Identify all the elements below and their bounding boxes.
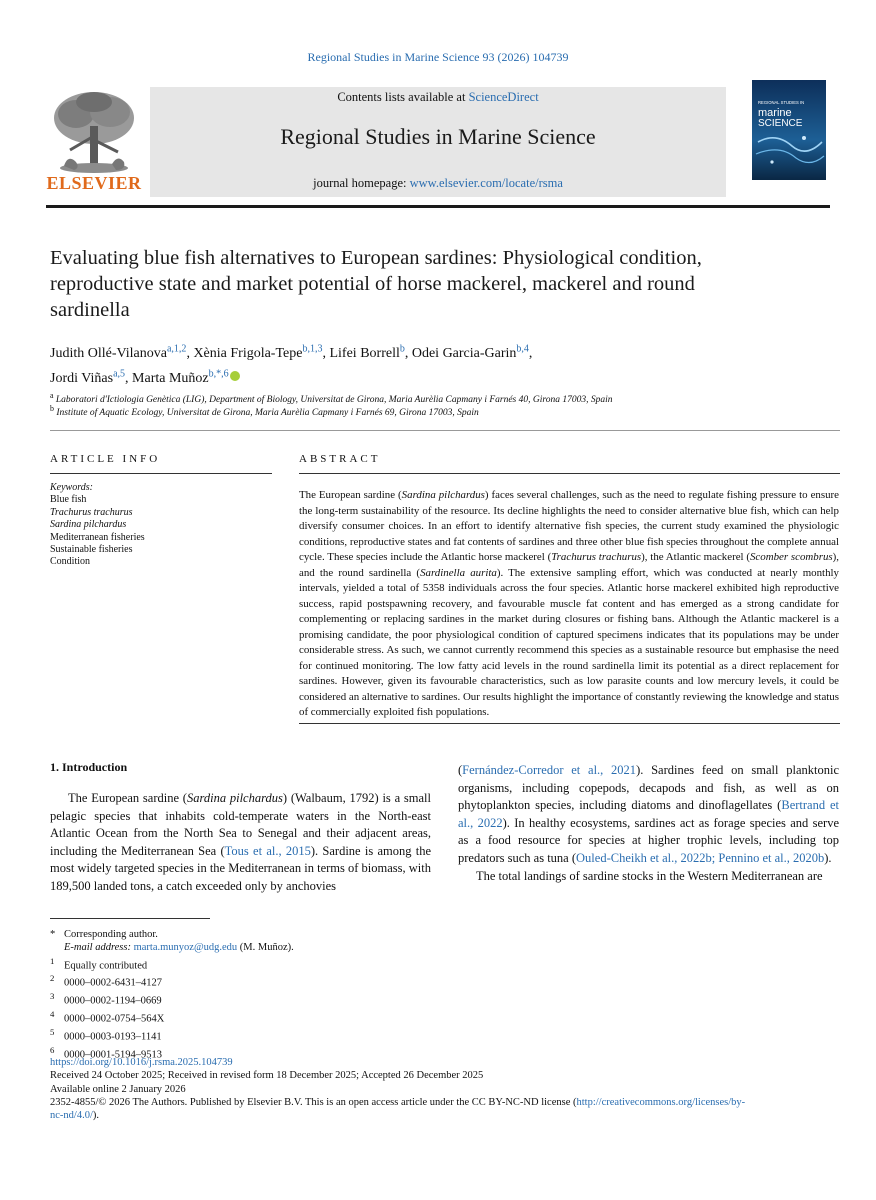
abstract-text: The European sardine (Sardina pilchardus) faces several challenges, such as the need to regulate fishing pressure to ensure the long-term sustainability of the resource. Its decline highlights the need to consider alternative blue fish, which can help diversify consumer choices. In an effort to identify alternative fish species, the current study examined the physiologic conditions, reproductive states and fat contents of sardines and three other blue fish species throughout the complete annual cycle. These species include the Atlantic horse mackerel (Trachurus trachurus), the Atlantic mackerel (Scomber scombrus), and the round sardinella (Sardinella aurita). The extensive sampling effort, which was conducted at nearly monthly intervals, yielded a total of 5358 individuals across the four species. Atlantic horse mackerel exhibited high reproductive success, rapid postspawning recovery, and favourable muscle fat content and has emerged as a strong candidate for complementing or replacing sardines in the market during closures or fishing bans. Although the Atlantic mackerel is a promising candidate, the poor physiological condition of captured specimens indicates that its populations may be under considerable stress. As such, we cannot currently recommend this species as a sustainable resource but emphasise the need for continued monitoring. The low fatty acid levels in the round sardinella limit its potential as a direct replacement for sardines. However, given its favourable characteristics, such as low parasite counts and low mercury levels, it could be considered an alternative to sardines. Our results highlight the importance of constantly reviewing the knowledge and status of commercially exploited fish populations. [299,489,839,718]
available-online: Available online 2 January 2026 [50,1083,186,1095]
keyword: Condition [50,556,91,568]
footnote-item: $^5$ 0000–0003-0193–1141 [50,1026,162,1043]
cover-title-line-2: marine [758,107,792,119]
section-heading-introduction: 1. Introduction [50,760,128,774]
contents-lists-line [150,90,726,105]
homepage-prefix: journal homepage: [313,176,410,190]
contents-prefix: Contents lists available at [337,90,469,104]
citation-link[interactable]: Fernández-Corredor et al., 2021 [462,763,637,777]
keywords-label: Keywords: [50,482,93,493]
keyword: Mediterranean fisheries [50,531,145,543]
author: Marta Muñoz$^{b,*,6}$ [132,371,240,386]
author: Jordi Viñas$^{a,5}$, [50,368,133,387]
affiliation-a: $^a$ Laboratori d'Ictiologia Genètica (LIG), Department of Biology, Universitat de Girona, Maria Aurèlia Capmany i Farnés 40, Girona 17003, Spain [50,391,613,406]
keyword: Blue fish [50,494,87,506]
keyword: Sardina pilchardus [50,519,127,531]
cover-title-line-3: SCIENCE [758,118,803,129]
footnote-item: $^2$ 0000–0002-6431–4127 [50,973,162,989]
intro-paragraph-right-2: The total landings of sardine stocks in the Western Mediterranean are [476,868,823,883]
journal-name: Regional Studies in Marine Science [280,124,596,149]
homepage-link[interactable]: www.elsevier.com/locate/rsma [409,176,563,190]
sciencedirect-link[interactable]: ScienceDirect [468,90,539,104]
cover-title-line-1: REGIONAL STUDIES IN [758,100,805,105]
citation-link[interactable]: Tous et al., 2015 [224,843,311,858]
intro-paragraph-left: The European sardine (Sardina pilchardus) (Walbaum, 1792) is a small pelagic species that inhabits cold-temperate waters in the North-east Atlantic Ocean from the North Sea to Senegal and their adjacent areas, including the Mediterranean Sea (Tous et al., 2015). Sardine is among the most widely targeted species in the Mediterranean in terms of biomass, with 189,500 landed tons, a catch exceeded only by anchovies [50,791,432,893]
license-link[interactable]: http://creativecommons.org/licenses/by- [576,1096,746,1108]
author: Judith Ollé-Vilanova$^{a,1,2}$, [50,343,194,361]
orcid-icon[interactable] [230,371,240,381]
footnote-email: E-mail address: marta.munyoz@udg.edu (M. Muñoz). [64,942,294,954]
journal-cover-thumbnail [752,80,826,180]
intro-paragraph-right: (Fernández-Corredor et al., 2021). Sardines feed on small planktonic organisms, including copepods, decapods and fish, as well as on phytoplankton species, including diatoms and dinoflagellates (Bertrand et al., 2022). In healthy ecosystems, sardines act as forage species and serve as a food resource for species at higher trophic levels, including top predators such as tuna (Ouled-Cheikh et al., 2022b; Pennino et al., 2020b). The total landings of sardine stocks in the Western Mediterranean are [458,762,839,885]
footnote-item: $^4$ 0000–0002-0754–564X [50,1008,165,1025]
article-title: Evaluating blue fish alternatives to European sardines: Physiological condition, reproductive state and market potential of horse mackerel, mackerel and round sardinella [50,247,702,321]
abstract-heading: ABSTRACT [299,453,381,465]
publication-info [50,1056,840,1122]
article-info-rule [50,473,272,474]
header-rule [46,205,830,208]
keywords-block [50,482,270,569]
author: Lifei Borrell$^b$, [329,343,412,361]
divider-line [50,430,840,431]
abstract-rule [299,473,840,474]
citation-link[interactable]: Ouled-Cheikh et al., 2022b; Pennino et al., 2020b [576,850,825,865]
journal-citation[interactable]: Regional Studies in Marine Science 93 (2026) 104739 [307,50,569,64]
article-info-heading: ARTICLE INFO [50,453,161,465]
doi-link[interactable]: https://doi.org/10.1016/j.rsma.2025.104739 [50,1057,233,1068]
author: Odei Garcia-Garin$^{b,4}$, [411,343,533,361]
footnote-corresponding: * Corresponding author. [50,929,158,940]
journal-homepage-line [150,176,726,191]
footnote-item: $^3$ 0000–0002-1194–0669 [50,991,162,1007]
author-list [50,338,810,389]
keyword: Trachurus trachurus [50,506,133,518]
publisher-wordmark: ELSEVIER [46,173,142,193]
footnote-item: $^1$ Equally contributed [50,955,148,972]
author: Xènia Frigola-Tepe$^{b,1,3}$, [193,343,330,361]
footnotes [50,928,470,1061]
abstract-bottom-rule [299,723,840,724]
footnote-item: $^6$ 0000–0001-5194–9513 [50,1044,162,1061]
affiliation-b: $^b$ Institute of Aquatic Ecology, Universitat de Girona, Maria Aurèlia Capmany i Farnés 69, Girona 17003, Spain [50,404,479,419]
license-statement: 2352-4855/© 2026 The Authors. Published by Elsevier B.V. This is an open access article under the CC BY-NC-ND license (http://creativecommons.org/licenses/by- nc-nd/4.0/). [50,1096,746,1122]
email-link[interactable]: marta.munyoz@udg.edu [133,942,238,954]
received-dates: Received 24 October 2025; Received in revised form 18 December 2025; Accepted 26 December 2025 [50,1070,484,1082]
citation-link[interactable]: Bertrand et al., 2022 [458,798,839,830]
license-link-continued[interactable]: nc-nd/4.0/ [50,1110,93,1122]
footnote-rule [50,918,210,919]
keyword: Sustainable fisheries [50,544,133,556]
